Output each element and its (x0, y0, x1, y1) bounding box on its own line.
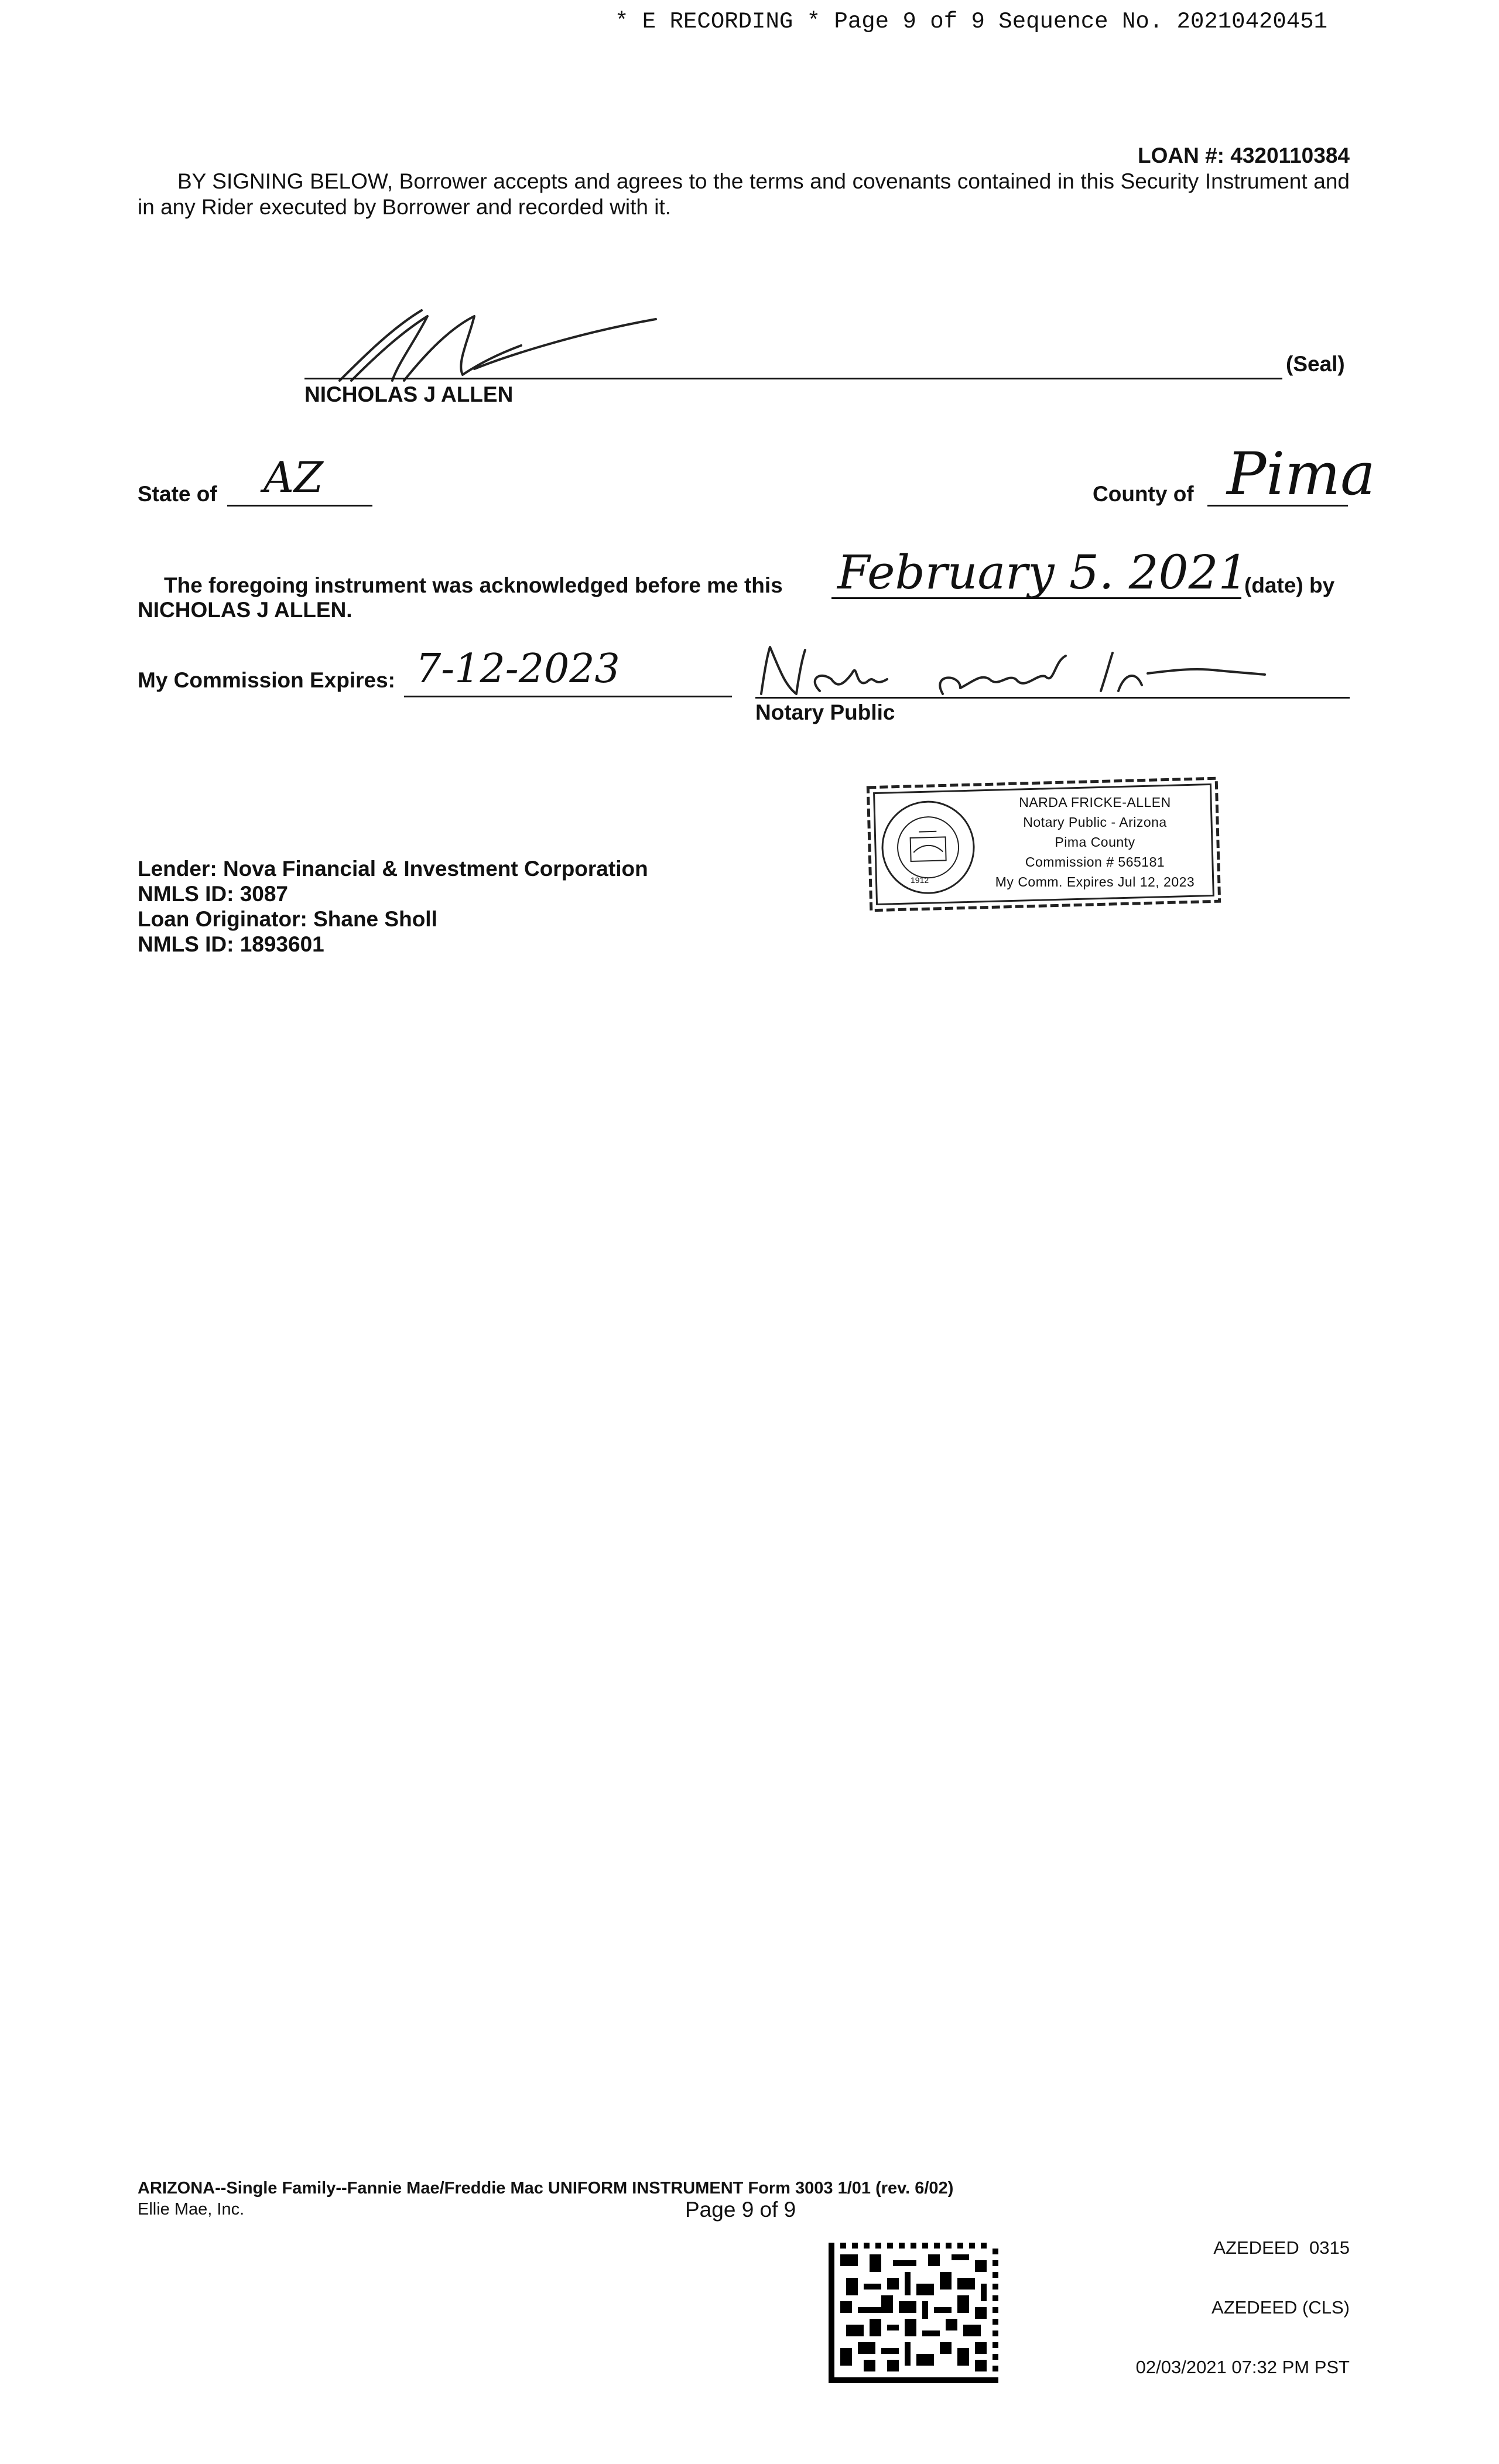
datamatrix-barcode (829, 2243, 998, 2383)
stamp-line-name: NARDA FRICKE-ALLEN (1019, 795, 1171, 810)
county-value: Pima (1227, 440, 1375, 508)
county-label: County of (1093, 482, 1194, 506)
footer-timestamp: 02/03/2021 07:32 PM PST (1135, 2357, 1350, 2377)
notary-stamp (864, 776, 1224, 913)
borrower-signature (328, 299, 691, 386)
stamp-line-commission: Commission # 565181 (1025, 854, 1165, 870)
state-label: State of (138, 482, 217, 506)
loan-originator: Loan Originator: Shane Sholl (138, 907, 437, 931)
seal-year: 1912 (911, 875, 929, 885)
stamp-line-expires: My Comm. Expires Jul 12, 2023 (995, 874, 1195, 889)
footer-company: Ellie Mae, Inc. (138, 2200, 245, 2219)
commission-label: My Commission Expires: (138, 668, 396, 692)
loan-number-label: LOAN #: (1137, 143, 1224, 167)
footer-codes (1136, 2198, 1350, 2397)
commission-value: 7-12-2023 (416, 646, 620, 692)
stamp-text-block (978, 792, 1212, 892)
agreement-paragraph: BY SIGNING BELOW, Borrower accepts and agrees to the terms and covenants contained in this Security Instrument and in any Rider executed by Borrower and recorded with it. (138, 169, 1350, 219)
notary-public-label: Notary Public (755, 700, 895, 724)
state-line (227, 505, 372, 507)
ack-date-suffix: (date) by (1244, 573, 1335, 597)
loan-number-value: 4320110384 (1230, 143, 1350, 167)
ack-date-value: February 5. 2021 (837, 545, 1248, 600)
footer-form-title: ARIZONA--Single Family--Fannie Mae/Freddie Mac UNIFORM INSTRUMENT Form 3003 1/01 (rev. 6/02) (138, 2179, 954, 2198)
notary-signature (750, 638, 1276, 703)
ack-name: NICHOLAS J ALLEN. (138, 598, 352, 622)
footer-code-1: AZEDEED 0315 (1213, 2237, 1350, 2258)
originator-nmls: NMLS ID: 1893601 (138, 932, 324, 956)
recording-header: * E RECORDING * Page 9 of 9 Sequence No. 20210420451 (615, 9, 1327, 35)
lender-nmls: NMLS ID: 3087 (138, 882, 289, 906)
stamp-line-county: Pima County (1055, 834, 1135, 850)
footer-page-number: Page 9 of 9 (685, 2198, 796, 2222)
state-value: AZ (263, 453, 324, 502)
footer-code-2: AZEDEED (CLS) (1211, 2297, 1350, 2318)
ack-text: The foregoing instrument was acknowledged before me this (164, 573, 783, 597)
notary-signature-line (755, 697, 1350, 699)
seal-label: (Seal) (1286, 352, 1345, 376)
signature-line (304, 378, 1282, 379)
lender-name: Lender: Nova Financial & Investment Corporation (138, 857, 648, 881)
commission-line (404, 696, 732, 697)
loan-number-line (1138, 143, 1350, 169)
borrower-name: NICHOLAS J ALLEN (304, 382, 514, 406)
stamp-line-title: Notary Public - Arizona (1023, 815, 1167, 830)
lender-info (138, 856, 648, 957)
